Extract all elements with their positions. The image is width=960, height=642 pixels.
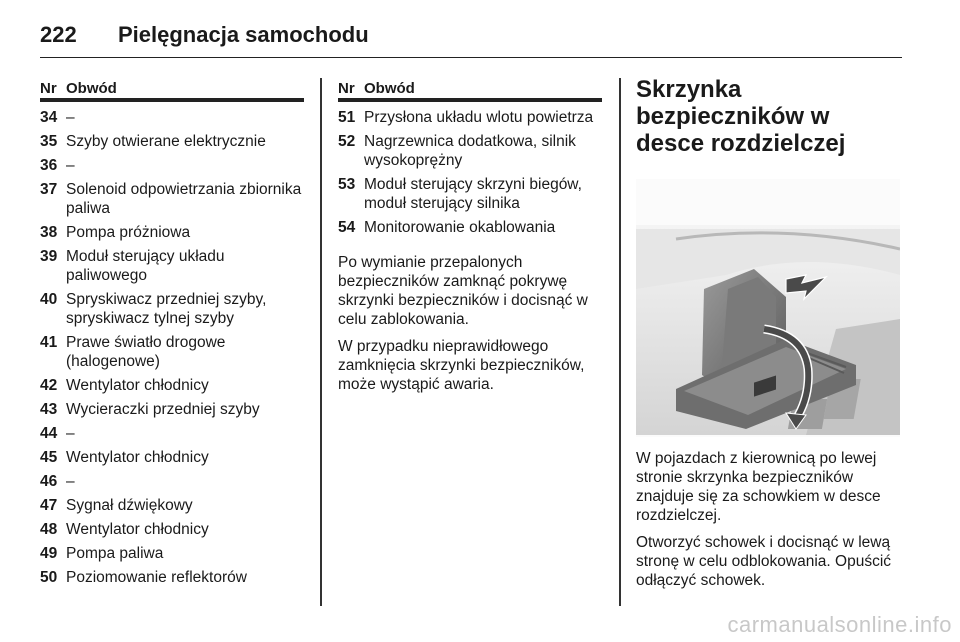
fuse-table-left xyxy=(40,80,304,587)
fuse-number: 48 xyxy=(40,521,58,538)
fuse-description: Monitorowanie okablowania xyxy=(364,219,556,236)
fuse-description: Spryskiwacz przedniej szyby, spryskiwacz tylnej szyby xyxy=(66,291,267,327)
column-divider-1 xyxy=(320,78,322,606)
paragraph-location: W pojazdach z kierownicą po lewej stronie skrzynka bezpieczników znajduje się za schowkiem w desce rozdzielczej. xyxy=(636,450,881,524)
page-number: 222 xyxy=(40,22,77,47)
fuse-description: – xyxy=(66,425,75,442)
table-row xyxy=(40,132,304,151)
table-row xyxy=(40,223,304,242)
table-row xyxy=(40,496,304,515)
fuse-rows xyxy=(338,108,602,237)
table-row xyxy=(338,108,602,127)
table-row xyxy=(40,108,304,127)
fuse-number: 43 xyxy=(40,401,58,418)
fuse-number: 54 xyxy=(338,219,356,236)
fuse-description: Nagrzewnica dodatkowa, silnik wysokoprężny xyxy=(364,133,576,169)
fuse-description: Sygnał dźwiękowy xyxy=(66,497,193,514)
table-row xyxy=(338,175,602,213)
fuse-box-illustration xyxy=(636,179,900,437)
table-row xyxy=(40,568,304,587)
fuse-description: Pompa próżniowa xyxy=(66,224,191,241)
table-row xyxy=(40,520,304,539)
right-text xyxy=(636,449,900,590)
table-row xyxy=(338,218,602,237)
right-column xyxy=(636,76,900,590)
fuse-description: Moduł sterujący układu paliwowego xyxy=(66,248,225,284)
table-row xyxy=(40,333,304,371)
table-header xyxy=(40,80,304,102)
col-nr-header: Nr xyxy=(40,80,57,97)
table-row xyxy=(40,290,304,328)
fuse-description: – xyxy=(66,157,75,174)
page-title: Pielęgnacja samochodu xyxy=(118,22,369,47)
fuse-number: 36 xyxy=(40,157,58,174)
fuse-number: 46 xyxy=(40,473,58,490)
paragraph-replace-fuses: Po wymianie przepalonych bezpieczników zamknąć pokrywę skrzynki bezpieczników i docisnąć w celu zablokowania. xyxy=(338,254,588,328)
col-circuit-header: Obwód xyxy=(364,80,415,97)
fuse-description: – xyxy=(66,109,75,126)
section-title: Skrzynka bezpieczników w desce rozdzielczej xyxy=(636,76,846,157)
fuse-description: Wentylator chłodnicy xyxy=(66,377,209,394)
fuse-number: 34 xyxy=(40,109,58,126)
fuse-number: 41 xyxy=(40,334,58,351)
paragraph-warning: W przypadku nieprawidłowego zamknięcia skrzynki bezpieczników, może wystąpić awaria. xyxy=(338,338,585,393)
glovebox-drawing xyxy=(636,179,900,437)
fuse-number: 51 xyxy=(338,109,356,126)
fuse-number: 38 xyxy=(40,224,58,241)
fuse-description: Moduł sterujący skrzyni biegów, moduł sterujący silnika xyxy=(364,176,582,212)
fuse-number: 49 xyxy=(40,545,58,562)
fuse-description: Solenoid odpowietrzania zbiornika paliwa xyxy=(66,181,302,217)
fuse-number: 37 xyxy=(40,181,58,198)
fuse-description: Przysłona układu wlotu powietrza xyxy=(364,109,594,126)
fuse-number: 44 xyxy=(40,425,58,442)
fuse-description: Wycieraczki przedniej szyby xyxy=(66,401,260,418)
paragraph-open-glovebox: Otworzyć schowek i docisnąć w lewą stronę w celu odblokowania. Opuścić odłączyć schowek. xyxy=(636,534,892,589)
fuse-number: 53 xyxy=(338,176,356,193)
table-row xyxy=(40,156,304,175)
fuse-description: Wentylator chłodnicy xyxy=(66,521,209,538)
fuse-table-middle xyxy=(338,80,602,394)
fuse-description: Poziomowanie reflektorów xyxy=(66,569,247,586)
fuse-number: 35 xyxy=(40,133,58,150)
fuse-number: 52 xyxy=(338,133,356,150)
fuse-rows xyxy=(40,108,304,587)
table-row xyxy=(40,424,304,443)
page-header xyxy=(40,14,902,58)
fuse-number: 45 xyxy=(40,449,58,466)
table-row xyxy=(40,472,304,491)
fuse-number: 39 xyxy=(40,248,58,265)
table-row xyxy=(338,132,602,170)
fuse-description: – xyxy=(66,473,75,490)
column-divider-2 xyxy=(619,78,621,606)
fuse-number: 40 xyxy=(40,291,58,308)
table-row xyxy=(40,376,304,395)
table-row xyxy=(40,448,304,467)
col-circuit-header: Obwód xyxy=(66,80,117,97)
fuse-description: Wentylator chłodnicy xyxy=(66,449,209,466)
fuse-number: 42 xyxy=(40,377,58,394)
table-row xyxy=(40,544,304,563)
col-nr-header: Nr xyxy=(338,80,355,97)
table-row xyxy=(40,180,304,218)
table-row xyxy=(40,400,304,419)
fuse-number: 47 xyxy=(40,497,58,514)
fuse-description: Pompa paliwa xyxy=(66,545,164,562)
fuse-description: Prawe światło drogowe (halogenowe) xyxy=(66,334,226,370)
fuse-number: 50 xyxy=(40,569,58,586)
watermark: carmanualsonline.info xyxy=(727,612,952,637)
fuse-description: Szyby otwierane elektrycznie xyxy=(66,133,266,150)
table-header xyxy=(338,80,602,102)
table-row xyxy=(40,247,304,285)
